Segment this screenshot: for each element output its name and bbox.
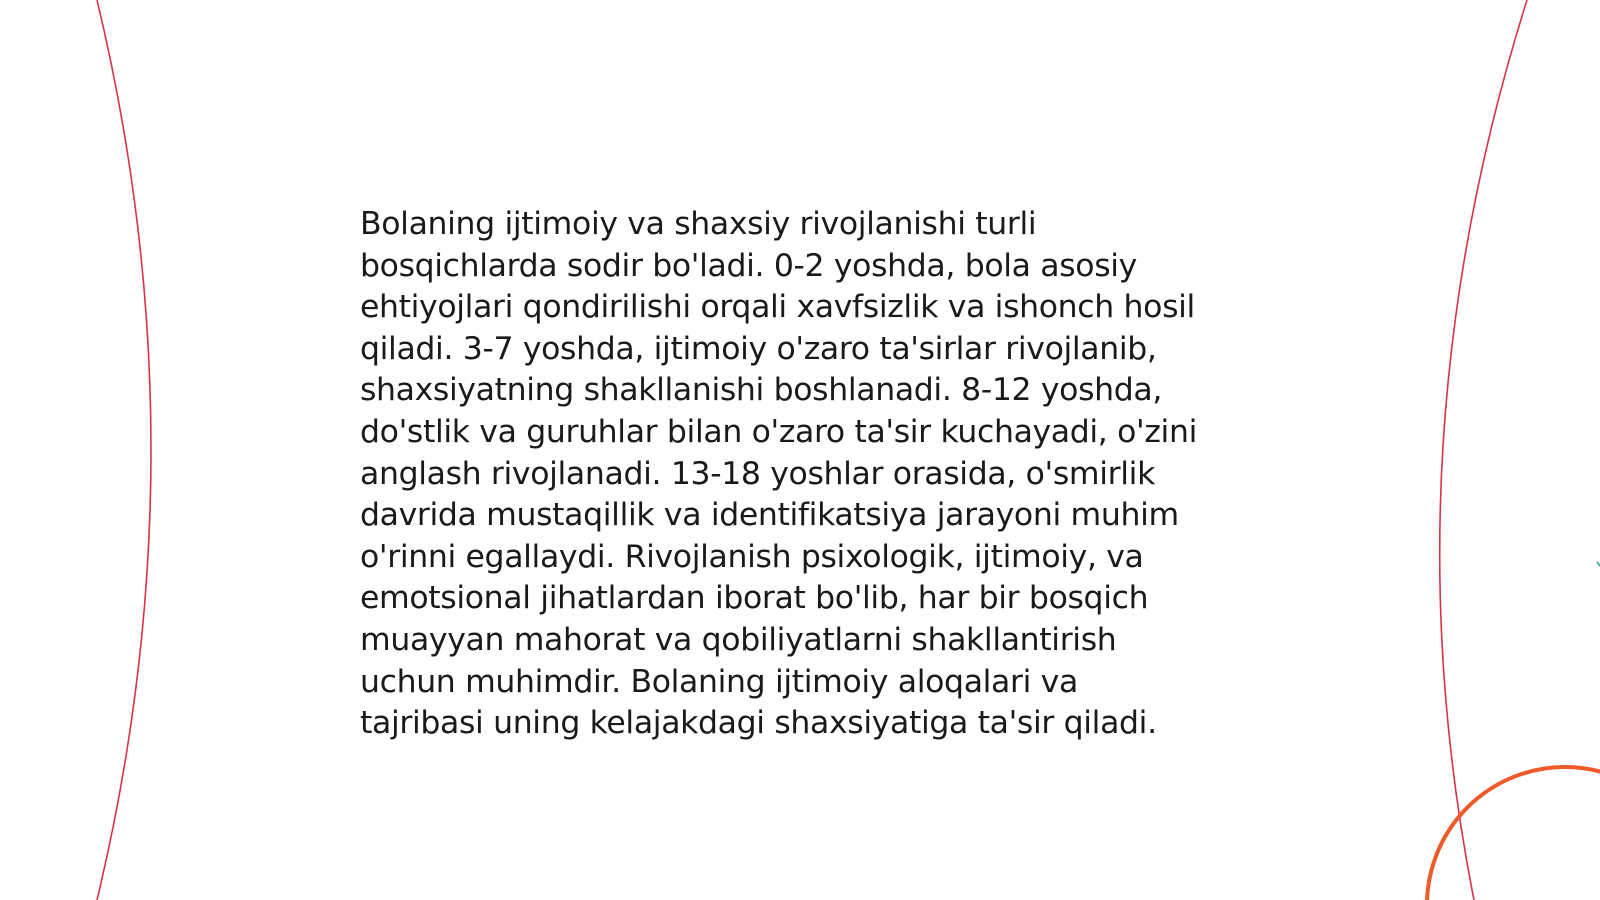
body-paragraph: Bolaning ijtimoiy va shaxsiy rivojlanishi turli bosqichlarda sodir bo'ladi. 0-2 yoshda, bola asosiy ehtiyojlari qondirilishi orqali xavfsizlik va ishonch hosil qiladi. 3-7 yoshda, ijtimoiy o'zaro ta'sirlar rivojlanib, shaxsiyatning shakllanishi boshlanadi. 8-12 yoshda, do'stlik va guruhlar bilan o'zaro ta'sir kuchayadi, o'zini anglash rivojlanadi. 13-18 yoshlar orasida, o'smirlik davrida mustaqillik va identifikatsiya jarayoni muhim o'rinni egallaydi. Rivojlanish psixologik, ijtimoiy, va emotsional jihatlardan iborat bo'lib, har bir bosqich muayyan mahorat va qobiliyatlarni shakllantirish uchun muhimdir. Bolaning ijtimoiy aloqalari va tajribasi uning kelajakdagi shaxsiyatiga ta'sir qiladi. [360, 206, 1197, 742]
orange-circle-decoration [1427, 767, 1600, 900]
left-arc-decoration [97, 0, 151, 900]
right-arc-decoration [1440, 0, 1527, 900]
